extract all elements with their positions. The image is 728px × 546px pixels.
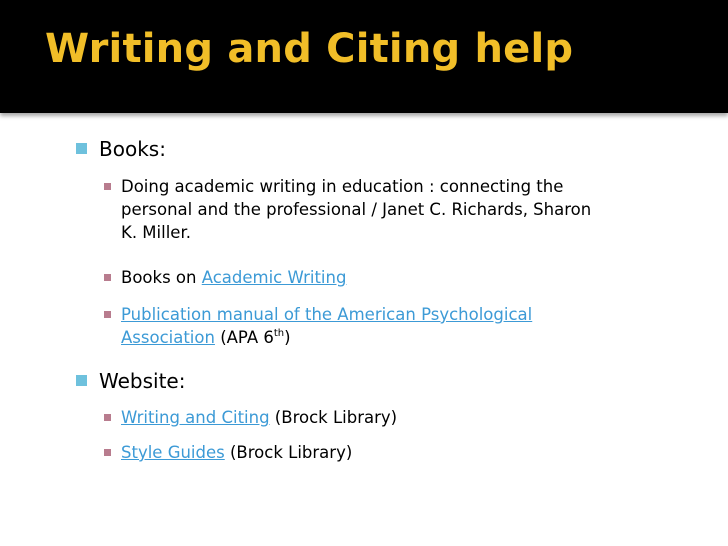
style-guides-suffix: (Brock Library) (224, 443, 353, 462)
writing-citing-suffix: (Brock Library) (269, 408, 398, 427)
apa-edition-sup: th (273, 328, 285, 339)
slide-content: Books: Doing academic writing in education : connecting the personal and the professional / Janet C. Richards, Sharon K. Miller. Books on Academic Writing Publication manual of the American Psychological Association (APA 6th) Website: Writing and Citing (Brock Library) Style Guides (Brock Library) (0, 0, 728, 546)
square-bullet-icon (104, 449, 111, 456)
book-item-line: personal and the professional / Janet C. Richards, Sharon (121, 200, 592, 219)
apa-manual-link[interactable]: Publication manual of the American Psychological Association (121, 305, 533, 347)
writing-and-citing-link[interactable]: Writing and Citing (121, 408, 270, 427)
slide-title: Writing and Citing help (45, 26, 574, 72)
apa-edition-text: (APA 6 (214, 328, 274, 347)
square-bullet-icon (76, 375, 87, 386)
academic-writing-link[interactable]: Academic Writing (201, 268, 347, 287)
book-item-line: Doing academic writing in education : connecting the (121, 177, 564, 196)
books-label: Books: (99, 137, 166, 161)
book-item-line: K. Miller. (121, 223, 191, 242)
style-guides-link[interactable]: Style Guides (121, 443, 225, 462)
square-bullet-icon (104, 414, 111, 421)
square-bullet-icon (104, 183, 111, 190)
book-item-prefix: Books on (121, 268, 202, 287)
square-bullet-icon (104, 311, 111, 318)
square-bullet-icon (76, 143, 87, 154)
website-label: Website: (99, 369, 186, 393)
square-bullet-icon (104, 274, 111, 281)
